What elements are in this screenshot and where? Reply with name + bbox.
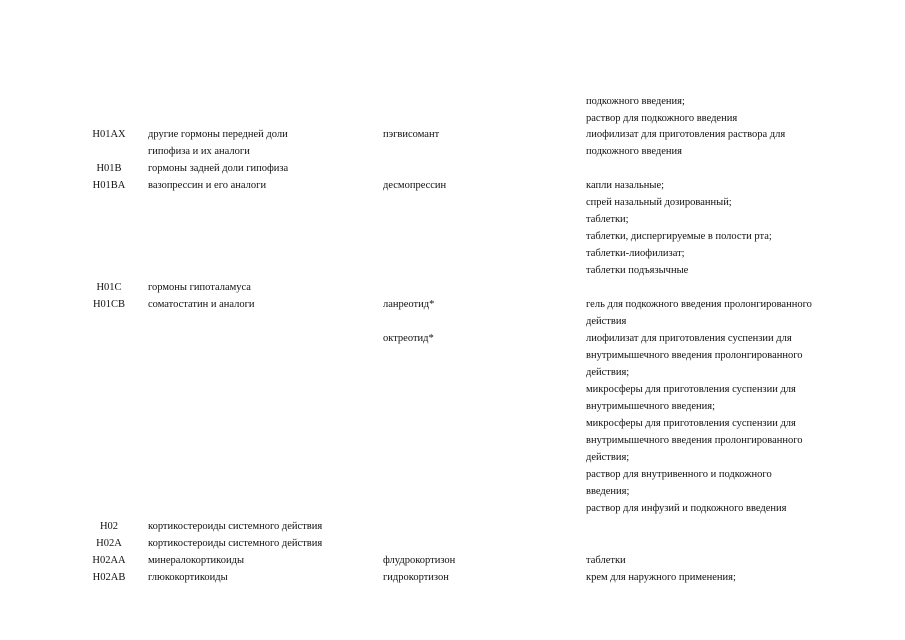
atc-code: H02AA xyxy=(92,555,126,566)
atc-group-name: глюкокортикоиды xyxy=(148,572,228,583)
atc-group-name: кортикостероиды системного действия xyxy=(148,538,323,549)
dosage-form-line: лиофилизат для приготовления суспензии для xyxy=(586,333,792,344)
dosage-form-line: таблетки; xyxy=(586,214,629,225)
drug-name: флудрокортизон xyxy=(383,555,456,566)
atc-code: H02AB xyxy=(92,572,126,583)
atc-group-name: соматостатин и аналоги xyxy=(148,299,255,310)
atc-code: H02A xyxy=(96,538,122,549)
atc-code: H02 xyxy=(99,521,119,532)
atc-group-name: гормоны задней доли гипофиза xyxy=(148,163,289,174)
drug-name: ланреотид* xyxy=(383,299,435,310)
atc-group-name: минералокортикоиды xyxy=(148,555,245,566)
dosage-form-line: таблетки xyxy=(586,555,626,566)
dosage-form-line: внутримышечного введения пролонгированного xyxy=(586,350,803,361)
dosage-form-line: микросферы для приготовления суспензии для xyxy=(586,418,796,429)
dosage-form-line: капли назальные; xyxy=(586,180,665,191)
dosage-form-line: раствор для инфузий и подкожного введения xyxy=(586,503,787,514)
atc-code: H01B xyxy=(96,163,122,174)
dosage-form-line: спрей назальный дозированный; xyxy=(586,197,732,208)
dosage-form-line: крем для наружного применения; xyxy=(586,572,736,583)
atc-group-name: вазопрессин и его аналоги xyxy=(148,180,267,191)
dosage-form-line: подкожного введения xyxy=(586,146,682,157)
drug-name: октреотид* xyxy=(383,333,434,344)
dosage-form-line: внутримышечного введения пролонгированного xyxy=(586,435,803,446)
dosage-form-line: микросферы для приготовления суспензии для xyxy=(586,384,796,395)
drug-name: гидрокортизон xyxy=(383,572,449,583)
dosage-form-line: лиофилизат для приготовления раствора для xyxy=(586,129,786,140)
atc-group-name: гипофиза и их аналоги xyxy=(148,146,250,157)
dosage-form-line: внутримышечного введения; xyxy=(586,401,716,412)
dosage-form-line: раствор для внутривенного и подкожного xyxy=(586,469,772,480)
atc-group-name: другие гормоны передней доли xyxy=(148,129,288,140)
dosage-form-line: действия; xyxy=(586,452,630,463)
dosage-form-line: действия; xyxy=(586,367,630,378)
atc-group-name: гормоны гипоталамуса xyxy=(148,282,251,293)
dosage-form-line: таблетки подъязычные xyxy=(586,265,689,276)
dosage-form-line: введения; xyxy=(586,486,630,497)
atc-code: H01C xyxy=(96,282,122,293)
atc-code: H01CB xyxy=(92,299,126,310)
dosage-form-line: подкожного введения; xyxy=(586,96,685,107)
drug-name: десмопрессин xyxy=(383,180,447,191)
dosage-form-line: таблетки-лиофилизат; xyxy=(586,248,685,259)
dosage-form-line: раствор для подкожного введения xyxy=(586,113,738,124)
atc-group-name: кортикостероиды системного действия xyxy=(148,521,323,532)
dosage-form-line: действия xyxy=(586,316,627,327)
atc-code: H01AX xyxy=(92,129,126,140)
drug-name: пэгвисомант xyxy=(383,129,440,140)
atc-code: H01BA xyxy=(92,180,126,191)
dosage-form-line: таблетки, диспергируемые в полости рта; xyxy=(586,231,772,242)
dosage-form-line: гель для подкожного введения пролонгированного xyxy=(586,299,812,310)
